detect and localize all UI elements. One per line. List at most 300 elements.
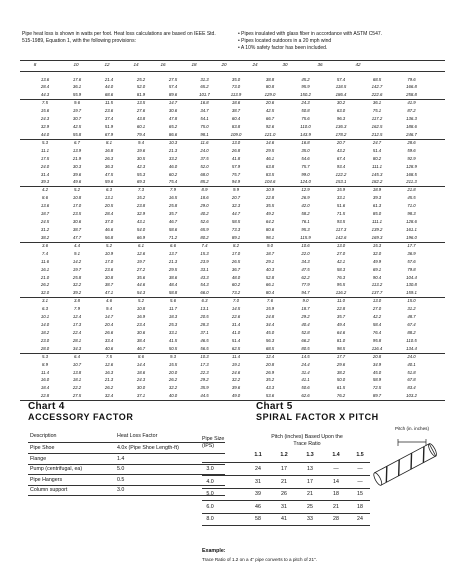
table-cell: 49.9 [372, 258, 382, 264]
table-cell: 26.3 [104, 155, 114, 161]
table-cell: 81.9 [136, 92, 146, 98]
table-cell: 36.3 [104, 163, 114, 169]
table-cell: 58.9 [372, 377, 382, 383]
table-cell: 95.3 [301, 226, 310, 232]
table-cell: 37.1 [136, 393, 146, 399]
chart5-row-rule [202, 488, 370, 489]
table-cell: 28.1 [72, 337, 82, 343]
table-cell: 20.8 [372, 353, 382, 359]
table-cell: 75.1 [372, 108, 382, 114]
table-cell: 50.0 [336, 377, 346, 383]
table-cell: 43.8 [136, 116, 146, 122]
table-cell: 89.1 [231, 234, 241, 240]
table-cell: 13.6 [40, 76, 50, 82]
table-cell: 186.4 [335, 92, 347, 98]
table-cell: 56.3 [265, 337, 275, 343]
table-cell: 9.4 [138, 139, 144, 145]
table-cell: 77.9 [301, 282, 310, 288]
table-cell: 38.8 [265, 76, 275, 82]
table-cell: 35.5 [265, 203, 275, 209]
table-cell: 4.2 [42, 187, 48, 193]
chart5-cell: 15 [357, 491, 363, 498]
table-cell: 11.4 [231, 353, 241, 359]
table-cell: 98.5 [336, 345, 346, 351]
table-cell: 28.6 [407, 139, 416, 145]
table-cell: 103.2 [406, 393, 417, 399]
table-cell: 24.4 [301, 361, 310, 367]
table-cell: 60.2 [168, 171, 178, 177]
table-cell: 13.8 [72, 369, 82, 375]
chart5-cell: 21 [281, 478, 287, 485]
table-cell: 19.6 [136, 147, 146, 153]
table-cell: 27.5 [168, 76, 178, 82]
table-cell: 34.7 [200, 108, 209, 114]
table-cell: 104.6 [264, 179, 276, 185]
table-cell: 161.1 [406, 226, 417, 232]
chart5-col-size: Pipe Size (IPS) [202, 436, 225, 449]
table-cell: 52.6 [200, 219, 209, 225]
table-cell: 17.6 [72, 76, 82, 82]
table-cell: 32.0 [40, 290, 50, 296]
table-cell: 28.4 [104, 211, 114, 217]
table-cell: 66.0 [200, 290, 209, 296]
table-cell: 35.6 [136, 274, 146, 280]
table-cell: 14.6 [265, 139, 275, 145]
chart5-ratio-header: 1.4 [332, 452, 340, 458]
table-cell: 43.3 [200, 274, 209, 280]
table-cell: 79.4 [136, 131, 146, 137]
chart5-example-text: Trace Ratio of 1.2 on a 4" pipe converts to a pitch of 21". [202, 557, 317, 562]
table-cell: 7.4 [42, 250, 48, 256]
chart5-cell: 18 [357, 503, 363, 510]
table-cell: 16.8 [200, 100, 209, 106]
table-cell: 14.0 [40, 322, 50, 328]
table-cell: 109.0 [230, 131, 242, 137]
table-cell: 9.0 [267, 242, 273, 248]
chart5-ratio-header: 1.2 [280, 452, 288, 458]
table-cell: 47.5 [301, 266, 310, 272]
table-cell: 22.2 [72, 385, 82, 391]
table-cell: 34.3 [72, 345, 82, 351]
table-cell: 27.5 [72, 393, 82, 399]
table-cell: 12.9 [301, 187, 310, 193]
table-cell: 117.2 [371, 116, 383, 122]
table-cell: 6.4 [74, 353, 80, 359]
table-cell: 25.8 [72, 274, 82, 280]
table-cell: 22.3 [200, 369, 209, 375]
table-cell: 17.7 [407, 242, 416, 248]
table-cell: 38.4 [136, 337, 146, 343]
table-cell: 34.4 [265, 322, 275, 328]
table-cell: 31.3 [200, 76, 209, 82]
table-cell: 36.1 [372, 100, 382, 106]
table-cell: 23.6 [104, 266, 114, 272]
table-cell: 23.0 [40, 337, 50, 343]
table-cell: 45.0 [372, 369, 382, 375]
table-cell: 54.3 [200, 282, 209, 288]
table-cell: 49.4 [336, 322, 346, 328]
table-column-header: 30 [282, 62, 288, 67]
table-cell: 145.3 [371, 171, 383, 177]
table-cell: 9.9 [233, 187, 239, 193]
table-cell: 7.5 [106, 353, 112, 359]
table-cell: 33.1 [168, 329, 178, 335]
table-cell: 31.4 [301, 369, 310, 375]
table-cell: 37.5 [200, 155, 209, 161]
chart4-col-factor: Heat Loss Factor [117, 433, 158, 439]
table-cell: 18.7 [40, 211, 50, 217]
table-cell: 16.5 [168, 195, 178, 201]
table-cell: 24.0 [200, 147, 209, 153]
table-cell: 11.6 [40, 258, 50, 264]
table-cell: 8.6 [42, 195, 48, 201]
table-cell: 111.1 [371, 163, 383, 169]
table-cell: 52.0 [136, 84, 146, 90]
table-cell: 32.3 [231, 203, 241, 209]
table-column-header: 42 [355, 62, 361, 67]
table-column-header: 10 [73, 62, 79, 67]
table-cell: 59.6 [407, 147, 416, 153]
table-cell: 38.7 [104, 282, 114, 288]
table-cell: 15.3 [372, 242, 382, 248]
table-cell: 39.3 [372, 195, 382, 201]
table-cell: 159.1 [406, 290, 417, 296]
table-cell: 21.8 [407, 187, 416, 193]
table-cell: 26.9 [265, 369, 275, 375]
table-cell: 130.8 [406, 282, 417, 288]
chart4-row-description: Column support [30, 487, 68, 494]
chart5-cell: 28 [333, 516, 339, 523]
table-cell: 61.5 [336, 385, 346, 391]
table-cell: 110.5 [406, 337, 417, 343]
table-cell: 37.4 [104, 116, 114, 122]
table-cell: 42.3 [136, 163, 146, 169]
table-cell: 22.8 [265, 195, 275, 201]
table-cell: 17.0 [231, 250, 241, 256]
spiral-diagram-label: Pitch (in. inches) [395, 426, 429, 431]
chart4-row-factor: 3.0 [117, 487, 125, 494]
chart5-ratio-header: 1.3 [306, 452, 314, 458]
table-cell: 6.7 [74, 139, 80, 145]
table-cell: 63.8 [265, 163, 275, 169]
table-cell: 21.3 [168, 147, 178, 153]
table-cell: 58.6 [168, 226, 178, 232]
table-cell: 41.5 [168, 337, 178, 343]
table-cell: 89.7 [372, 393, 382, 399]
table-cell: 24.0 [40, 163, 50, 169]
table-cell: 44.0 [104, 84, 114, 90]
table-cell: 9.0 [302, 298, 309, 304]
table-cell: 46.7 [136, 345, 146, 351]
table-cell: 45.2 [301, 76, 310, 82]
table-cell: 17.7 [336, 353, 346, 359]
table-cell: 52.0 [200, 163, 209, 169]
table-cell: 6.3 [201, 298, 208, 304]
table-cell: 41.1 [301, 377, 310, 383]
table-column-header: 20 [221, 62, 227, 67]
table-cell: 40.1 [407, 361, 416, 367]
table-cell: 14.2 [72, 258, 82, 264]
table-cell: 37.0 [104, 219, 114, 225]
table-cell: 5.2 [74, 187, 80, 193]
table-cell: 7.6 [267, 298, 273, 304]
table-cell: 98.3 [407, 211, 416, 217]
table-cell: 8.9 [201, 187, 208, 193]
table-cell: 15.3 [200, 250, 209, 256]
table-cell: 15.0 [407, 298, 416, 304]
table-cell: 76.2 [336, 393, 346, 399]
table-cell: 122.2 [335, 171, 347, 177]
table-cell: 48.4 [168, 282, 178, 288]
table-cell: 80.2 [372, 155, 382, 161]
table-cell: 23.8 [136, 203, 146, 209]
table-cell: 4.4 [74, 242, 80, 248]
table-cell: 128.9 [406, 163, 417, 169]
table-cell: 48.0 [231, 274, 241, 280]
pipe-cylinder [372, 443, 438, 486]
table-cell: 23.9 [200, 258, 209, 264]
table-cell: 169.3 [371, 234, 383, 240]
table-cell: 10.9 [265, 187, 275, 193]
table-cell: 54.0 [136, 226, 146, 232]
table-cell: 30.6 [72, 219, 82, 225]
table-cell: 66.2 [301, 337, 310, 343]
table-cell: 16.3 [104, 369, 114, 375]
table-cell: 56.8 [104, 234, 114, 240]
table-cell: 20.0 [168, 369, 178, 375]
table-cell: 182.2 [371, 179, 383, 185]
table-cell: 44.7 [231, 211, 241, 217]
chart5-cell: 8.0 [206, 516, 214, 523]
table-cell: 25.3 [168, 322, 178, 328]
table-cell: 21.3 [168, 258, 178, 264]
table-cell: 136.3 [406, 116, 417, 122]
table-cell: 113.9 [230, 92, 242, 98]
chart4-row-rule [28, 495, 225, 496]
table-cell: 30.6 [136, 329, 146, 335]
table-cell: 75.4 [168, 179, 178, 185]
table-cell: 58.3 [336, 266, 346, 272]
table-cell: 13.1 [104, 195, 114, 201]
table-cell: 35.0 [231, 76, 241, 82]
table-cell: 33.1 [200, 266, 209, 272]
table-column-header: 36 [317, 62, 323, 67]
table-cell: 36.9 [407, 250, 416, 256]
table-cell: 40.4 [301, 322, 310, 328]
table-cell: 38.7 [231, 108, 241, 114]
table-cell: 4.6 [106, 298, 112, 304]
table-cell: 80.4 [265, 290, 275, 296]
table-cell: 30.2 [336, 100, 346, 106]
table-cell: 24.7 [372, 139, 382, 145]
table-cell: 99.0 [301, 171, 310, 177]
table-cell: 121.0 [264, 131, 276, 137]
table-cell: 9.3 [170, 353, 176, 359]
table-cell: 34.3 [301, 258, 310, 264]
chart5-cell: 41 [281, 516, 287, 523]
table-cell: 9.1 [74, 250, 80, 256]
table-cell: 116.2 [335, 290, 347, 296]
table-cell: 18.4 [40, 385, 50, 391]
table-cell: 37.1 [200, 329, 209, 335]
table-cell: 10.9 [104, 250, 114, 256]
table-cell: 21.4 [104, 76, 114, 82]
table-cell: 67.8 [407, 377, 416, 383]
table-cell: 13.9 [72, 147, 82, 153]
table-cell: 44.5 [200, 393, 209, 399]
chart5-cell: 33 [307, 516, 313, 523]
table-cell: 24.3 [301, 100, 310, 106]
table-cell: 150.2 [300, 92, 311, 98]
table-cell: 75.6 [301, 116, 310, 122]
table-cell: 30.7 [72, 116, 82, 122]
table-cell: 39.2 [72, 290, 82, 296]
table-cell: 39.6 [231, 385, 241, 391]
table-cell: 76.1 [301, 219, 310, 225]
table-cell: 79.6 [407, 76, 416, 82]
table-cell: 143.9 [300, 131, 311, 137]
table-cell: 11.1 [40, 147, 50, 153]
table-cell: 67.4 [336, 155, 346, 161]
table-cell: 41.0 [231, 329, 241, 335]
table-cell: 85.0 [372, 211, 382, 217]
table-cell: 22.8 [40, 393, 50, 399]
table-cell: 60.1 [136, 124, 146, 130]
table-cell: 45.0 [265, 329, 275, 335]
table-cell: 55.9 [72, 92, 82, 98]
table-cell: 49.0 [231, 393, 241, 399]
table-cell: 60.4 [231, 116, 241, 122]
table-cell: 6.3 [42, 306, 48, 312]
table-cell: 16.8 [301, 139, 310, 145]
table-cell: 38.2 [336, 369, 346, 375]
table-cell: 44.3 [40, 92, 50, 98]
table-cell: 71.5 [336, 211, 346, 217]
table-cell: 68.5 [372, 76, 382, 82]
table-cell: 16.1 [40, 266, 50, 272]
table-cell: 15.9 [265, 306, 275, 312]
table-cell: 14.4 [136, 361, 146, 367]
chart4-col-description: Description [30, 433, 57, 439]
table-cell: 29.0 [200, 203, 209, 209]
table-cell: 87.2 [407, 108, 416, 114]
table-cell: 42.5 [265, 108, 275, 114]
table-cell: 17.0 [72, 203, 82, 209]
table-cell: 13.0 [336, 242, 346, 248]
table-cell: 80.8 [265, 84, 275, 90]
table-cell: 58.2 [301, 211, 310, 217]
table-cell: 222.6 [371, 92, 383, 98]
table-cell: 22.4 [72, 329, 82, 335]
table-cell: 6.6 [170, 242, 176, 248]
table-cell: 115.9 [300, 234, 311, 240]
table-cell: 50.6 [301, 385, 310, 391]
table-cell: 136.3 [335, 124, 347, 130]
table-cell: 211.3 [406, 179, 417, 185]
table-cell: 30.5 [136, 155, 146, 161]
chart5-row-rule [202, 525, 370, 526]
chart5-cell: — [357, 466, 363, 472]
table-column-header: 14 [133, 62, 139, 67]
table-cell: 142.6 [335, 234, 347, 240]
table-cell: 46.0 [168, 163, 178, 169]
table-cell: 15.9 [336, 187, 346, 193]
table-cell: 42.1 [336, 258, 346, 264]
table-cell: 20.5 [104, 203, 114, 209]
table-cell: 57.9 [231, 163, 241, 169]
table-cell: 51.8 [407, 369, 416, 375]
table-cell: 57.6 [407, 258, 416, 264]
table-cell: 57.4 [336, 76, 346, 82]
table-cell: 72.5 [372, 385, 382, 391]
table-cell: 32.2 [72, 282, 82, 288]
table-cell: 14.5 [231, 306, 241, 312]
table-cell: 95.5 [336, 282, 346, 288]
table-cell: 31.2 [407, 306, 416, 312]
table-cell: 24.5 [40, 219, 50, 225]
chart4-rows [28, 443, 225, 523]
chart5-row-rule [202, 513, 370, 514]
table-cell: 69.3 [136, 179, 146, 185]
table-cell: 88.2 [407, 329, 416, 335]
table-cell: 178.2 [335, 131, 347, 137]
table-cell: 104.4 [406, 274, 417, 280]
table-cell: 69.1 [372, 266, 382, 272]
table-cell: 13.0 [372, 298, 382, 304]
table-cell: 46.7 [168, 219, 178, 225]
table-cell: 66.7 [265, 116, 275, 122]
table-cell: 12.4 [72, 314, 82, 320]
chart4-row-rule [28, 453, 225, 454]
table-cell: 98.1 [265, 234, 275, 240]
table-cell: 40.6 [104, 345, 114, 351]
table-cell: 48.7 [407, 314, 416, 320]
table-cell: 40.2 [200, 211, 209, 217]
table-cell: 18.9 [372, 187, 382, 193]
table-cell: 26.9 [301, 195, 310, 201]
table-cell: 14.5 [301, 353, 310, 359]
table-cell: 29.5 [168, 266, 178, 272]
table-cell: 7.3 [138, 187, 144, 193]
table-cell: 10.3 [168, 139, 178, 145]
table-cell: 13.7 [168, 250, 178, 256]
table-cell: 57.4 [168, 84, 178, 90]
table-cell: 27.6 [136, 108, 146, 114]
table-cell: 73.3 [231, 226, 241, 232]
chart4-row-rule [28, 485, 225, 486]
table-cell: 58.5 [231, 219, 241, 225]
table-cell: 7.4 [201, 242, 208, 248]
table-cell: 26.2 [40, 282, 50, 288]
chart5-rows [202, 463, 370, 538]
table-cell: 139.2 [371, 226, 383, 232]
table-cell: 124.0 [300, 179, 311, 185]
table-top-rule [20, 60, 445, 61]
table-cell: 11.5 [104, 100, 114, 106]
table-cell: 51.4 [372, 147, 382, 153]
table-cell: 55.8 [72, 131, 82, 137]
chart4-title: Chart 4 [28, 401, 65, 412]
table-cell: 32.9 [136, 211, 146, 217]
chart5-col-pitch: Pitch (inches) Based Upon the Trace Ratio [271, 434, 343, 447]
table-column-header: 24 [252, 62, 258, 67]
table-cell: 10.3 [200, 353, 209, 359]
chart5-cell: 17 [281, 466, 287, 472]
table-cell: 18.6 [200, 195, 209, 201]
chart5-subtitle: SPIRAL FACTOR X PITCH [256, 412, 379, 422]
table-cell: 19.7 [136, 258, 146, 264]
table-cell: 26.5 [231, 258, 241, 264]
